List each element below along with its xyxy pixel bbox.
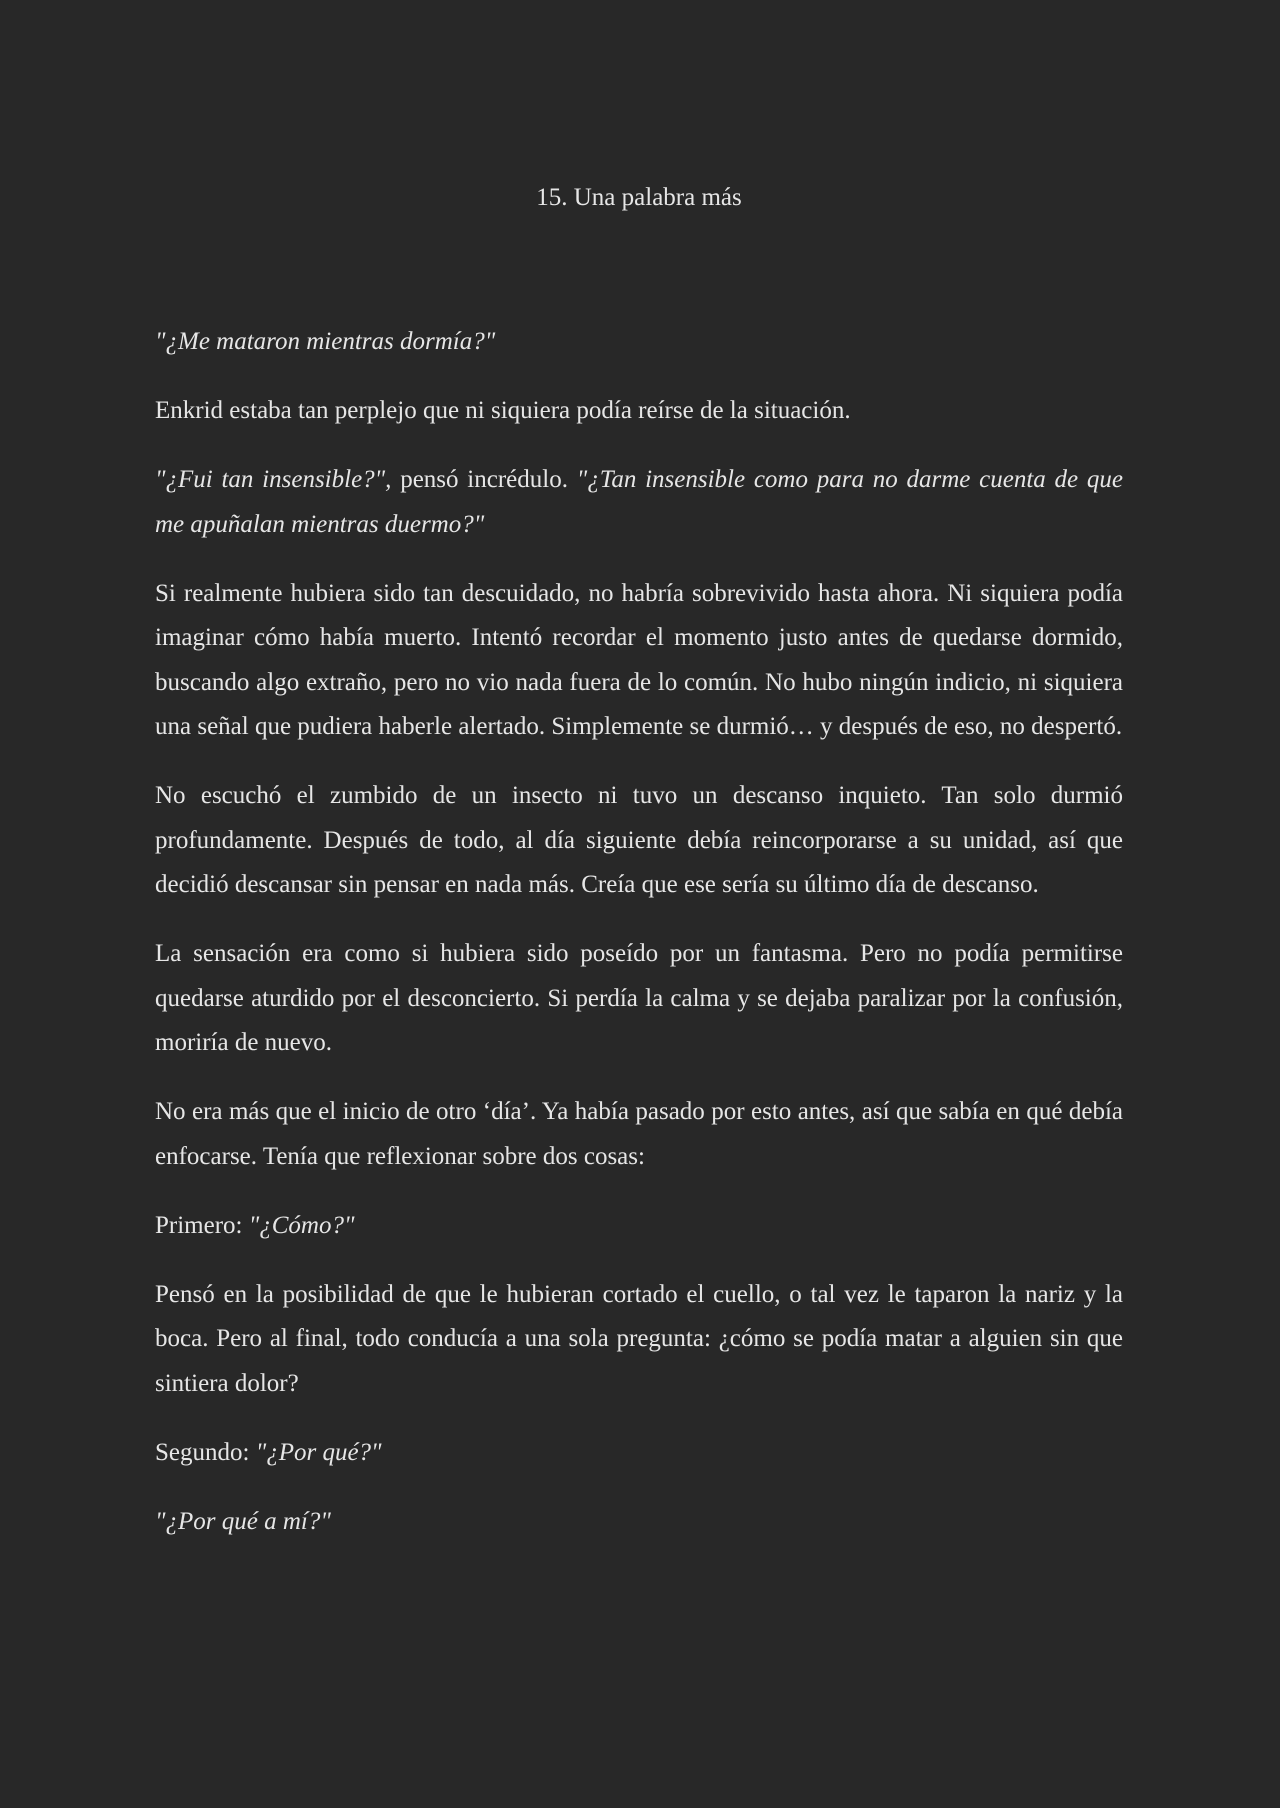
text-run: Si realmente hubiera sido tan descuidado, no habría sobrevivido hasta ahora. Ni siquiera podía imaginar cómo había muerto. Intentó recordar el momento justo antes de quedarse dormido, buscando algo extraño, pero no vio nada fuera de lo común. No hubo ningún indicio, ni siquiera una señal que pudiera haberle alertado. Simplemente se durmió… y después de eso, no despertó.	[155, 579, 1123, 740]
italic-text: "¿Por qué?"	[255, 1438, 382, 1466]
paragraph	[155, 1273, 1123, 1407]
text-run: Segundo:	[155, 1438, 256, 1466]
italic-text: "¿Fui tan insensible?",	[155, 466, 392, 493]
paragraph	[155, 320, 1123, 365]
chapter-title: 15. Una palabra más	[536, 184, 742, 211]
paragraph	[155, 458, 1123, 547]
text-run: Enkrid estaba tan perplejo que ni siquiera podía reírse de la situación.	[155, 397, 851, 424]
paragraph	[155, 1090, 1123, 1179]
paragraph	[155, 932, 1123, 1066]
text-run: No escuchó el zumbido de un insecto ni tuvo un descanso inquieto. Tan solo durmió profundamente. Después de todo, al día siguiente debía reincorporarse a su unidad, así que decidió descansar sin pensar en nada más. Creía que ese sería su último día de descanso.	[155, 782, 1123, 898]
paragraph	[155, 1431, 1123, 1476]
italic-text: "¿Por qué a mí?"	[155, 1507, 331, 1535]
chapter-body	[155, 320, 1123, 1569]
italic-text: "¿Tan insensible como para no darme cuenta de que me apuñalan mientras duermo?"	[155, 466, 1124, 538]
text-run: pensó incrédulo.	[391, 466, 577, 493]
italic-text: "¿Cómo?"	[248, 1211, 355, 1239]
paragraph	[155, 572, 1123, 750]
text-run: La sensación era como si hubiera sido poseído por un fantasma. Pero no podía permitirse quedarse aturdido por el desconcierto. Si perdía la calma y se dejaba paralizar por la confusión, moriría de nuevo.	[155, 940, 1123, 1056]
paragraph	[155, 389, 1123, 434]
paragraph	[155, 1500, 1123, 1545]
paragraph	[155, 1204, 1123, 1249]
text-run: Primero:	[155, 1211, 249, 1239]
text-run: Pensó en la posibilidad de que le hubieran cortado el cuello, o tal vez le taparon la nariz y la boca. Pero al final, todo conducía a una sola pregunta: ¿cómo se podía matar a alguien sin que sintiera dolor?	[155, 1280, 1123, 1397]
paragraph	[155, 774, 1123, 908]
text-run: No era más que el inicio de otro ‘día’. Ya había pasado por esto antes, así que sabía en qué debía enfocarse. Tenía que reflexionar sobre dos cosas:	[155, 1098, 1123, 1170]
italic-text: "¿Me mataron mientras dormía?"	[155, 328, 496, 355]
